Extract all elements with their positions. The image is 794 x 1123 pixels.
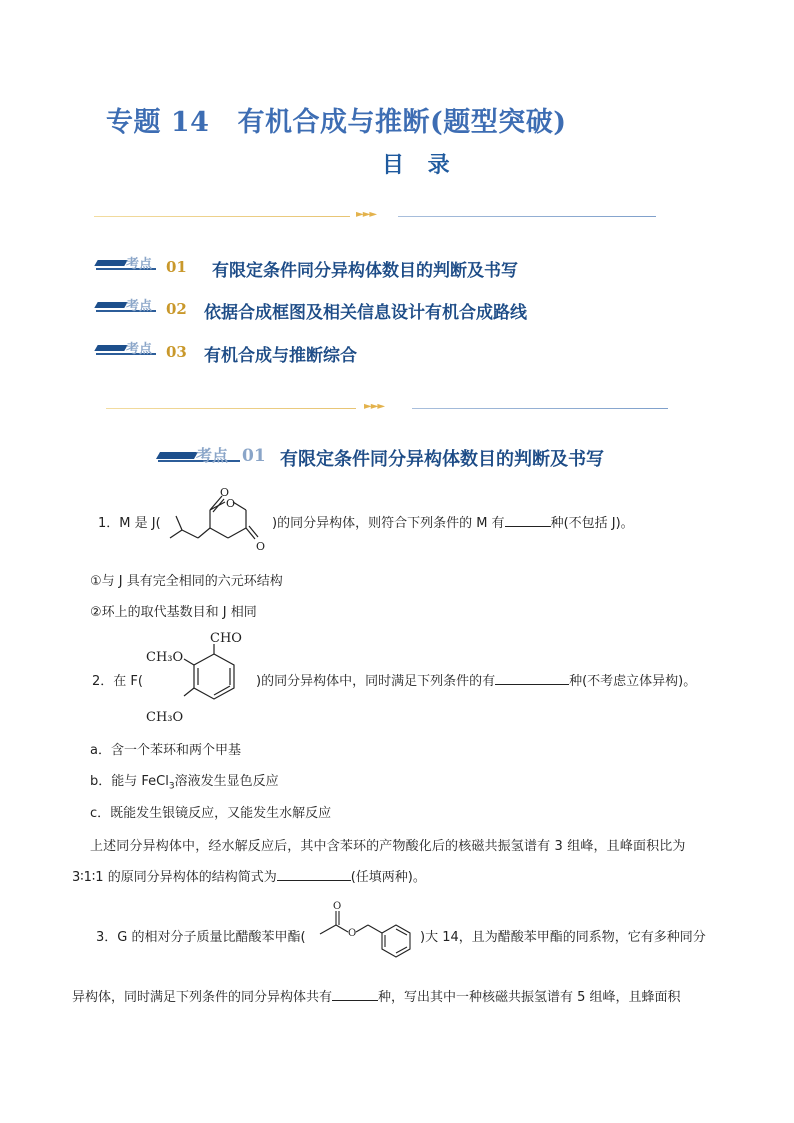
answer-blank[interactable] xyxy=(495,672,569,685)
q2-para-2: 3∶1∶1 的原同分异构体的结构简式为 (任填两种)。 xyxy=(72,870,426,885)
answer-blank[interactable] xyxy=(332,988,378,1001)
q2-cond-c: c．既能发生银镜反应，又能发生水解反应 xyxy=(90,806,332,821)
q1-cond1: ①与 J 具有完全相同的六元环结构 xyxy=(90,574,283,589)
title-prefix: 专题 14 xyxy=(106,107,210,138)
answer-blank[interactable] xyxy=(277,868,351,881)
q2-line: 2．在 F( xyxy=(92,674,143,689)
answer-blank[interactable] xyxy=(505,514,551,527)
q3-line: 3．G 的相对分子质量比醋酸苯甲酯( xyxy=(96,930,306,945)
q2-line-rest: )的同分异构体中，同时满足下列条件的有 种(不考虑立体异构)。 xyxy=(256,674,697,689)
q2-molecule-f xyxy=(144,628,256,732)
toc-num: 03 xyxy=(166,343,187,361)
toc-item-01[interactable] xyxy=(96,256,696,280)
badge: 考点 xyxy=(96,341,156,361)
page-title xyxy=(106,100,567,139)
arrow-icon: ►►► xyxy=(364,401,385,412)
q2-para-1: 上述同分异构体中，经水解反应后，其中含苯环的产物酸化后的核磁共振氢谱有 3 组峰，且峰面积比为 xyxy=(90,839,686,854)
toc-label: 依据合成框图及相关信息设计有机合成路线 xyxy=(204,303,527,323)
section-num: 01 xyxy=(242,446,266,466)
mol-atom: O xyxy=(226,497,236,510)
q1-cond2: ②环上的取代基数目和 J 相同 xyxy=(90,605,257,620)
mol-atom: O xyxy=(220,486,230,499)
mol-group: CH₃O xyxy=(146,710,184,725)
toc-heading: 目 录 xyxy=(382,153,458,178)
divider-bottom xyxy=(106,401,668,414)
q1-line: 1．M 是 J( xyxy=(98,516,161,531)
q2-cond-a: a．含一个苯环和两个甲基 xyxy=(90,743,241,758)
divider-top xyxy=(94,209,656,222)
toc-item-03[interactable] xyxy=(96,341,696,365)
q1-line-rest: )的同分异构体，则符合下列条件的 M 有 种(不包括 J)。 xyxy=(272,516,634,531)
q1-molecule-j xyxy=(162,484,272,556)
section-label: 有限定条件同分异构体数目的判断及书写 xyxy=(280,449,604,470)
mol-group: CHO xyxy=(210,631,242,646)
q3-molecule-benzyl-acetate xyxy=(318,898,418,962)
mol-atom: O xyxy=(333,901,342,912)
toc-num: 01 xyxy=(166,258,187,276)
mol-group: CH₃O xyxy=(146,650,184,665)
badge: 考点 xyxy=(158,448,238,468)
q3-line-rest: )大 14，且为醋酸苯甲酯的同系物，它有多种同分 xyxy=(420,930,706,945)
title-main: 有机合成与推断(题型突破) xyxy=(237,107,567,138)
toc-label: 有机合成与推断综合 xyxy=(204,346,357,366)
badge: 考点 xyxy=(96,256,156,276)
mol-atom: O xyxy=(256,540,266,553)
mol-atom: O xyxy=(348,928,357,939)
toc-num: 02 xyxy=(166,300,187,318)
section-heading xyxy=(158,446,678,472)
badge: 考点 xyxy=(96,298,156,318)
q2-cond-b: b．能与 FeCl$_3$溶液发生显色反应 xyxy=(90,774,279,792)
toc-label: 有限定条件同分异构体数目的判断及书写 xyxy=(212,261,518,281)
arrow-icon: ►►► xyxy=(356,209,377,220)
toc-item-02[interactable] xyxy=(96,298,696,322)
q3-line-2: 异构体，同时满足下列条件的同分异构体共有 种，写出其中一种核磁共振氢谱有 5 组峰，且蜂面积 xyxy=(72,990,681,1005)
